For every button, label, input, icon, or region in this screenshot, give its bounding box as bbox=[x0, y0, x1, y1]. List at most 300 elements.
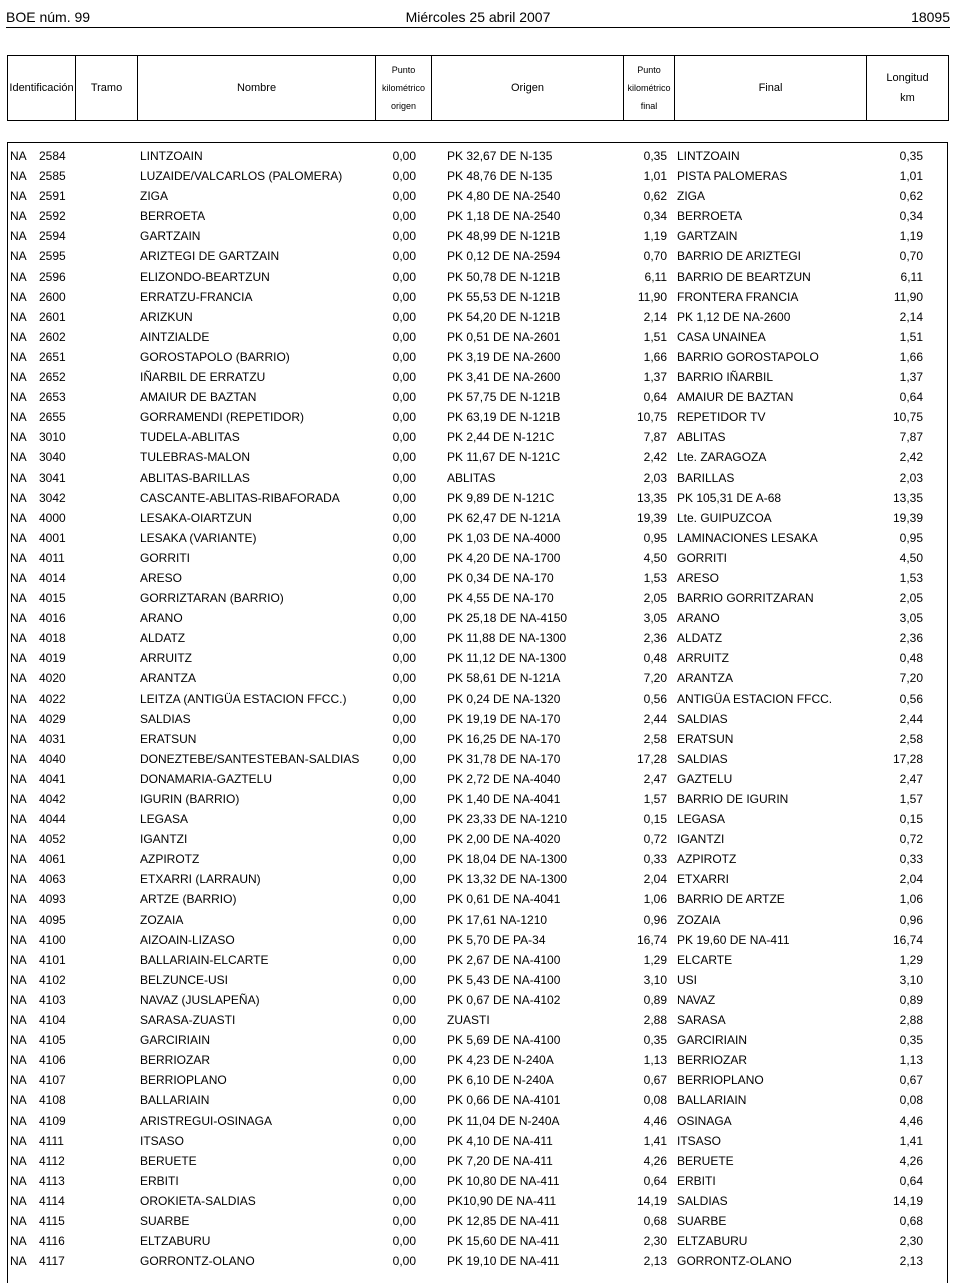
origin-km: 0,00 bbox=[392, 530, 416, 545]
final-point: ANTIGÜA ESTACION FFCC. bbox=[677, 691, 833, 706]
road-name: GARTZAIN bbox=[140, 229, 201, 244]
length-km: 2,03 bbox=[899, 470, 923, 485]
origin-point: PK 48,99 DE N-121B bbox=[447, 229, 561, 244]
road-number: 3041 bbox=[39, 470, 66, 485]
final-point: BARRIO DE IGURIN bbox=[677, 792, 789, 806]
final-point: BALLARIAIN bbox=[677, 1093, 747, 1108]
road-prefix: NA bbox=[10, 309, 27, 324]
origin-point: PK 0,12 DE NA-2594 bbox=[447, 249, 561, 264]
final-point: LAMINACIONES LESAKA bbox=[677, 530, 818, 545]
final-km: 14,19 bbox=[636, 1193, 667, 1208]
final-km: 19,39 bbox=[636, 510, 667, 525]
final-point: GORRITI bbox=[677, 550, 727, 565]
table-row bbox=[8, 427, 947, 447]
final-km: 2,58 bbox=[643, 731, 667, 746]
road-number: 4116 bbox=[39, 1234, 65, 1249]
road-prefix: NA bbox=[10, 792, 27, 806]
road-name: LESAKA (VARIANTE) bbox=[140, 530, 257, 545]
origin-km: 0,00 bbox=[392, 229, 416, 244]
length-km: 2,42 bbox=[899, 450, 923, 465]
road-name: ETXARRI (LARRAUN) bbox=[140, 872, 261, 887]
road-number: 4115 bbox=[39, 1213, 65, 1228]
road-prefix: NA bbox=[10, 149, 27, 163]
final-point: OSINAGA bbox=[677, 1113, 732, 1128]
road-number: 2596 bbox=[39, 269, 66, 284]
final-km: 11,90 bbox=[637, 289, 667, 304]
road-prefix: NA bbox=[10, 169, 27, 184]
road-number: 4102 bbox=[39, 972, 66, 987]
final-km: 1,51 bbox=[643, 329, 667, 344]
road-number: 4100 bbox=[39, 932, 66, 947]
road-prefix: NA bbox=[10, 410, 27, 425]
length-km: 1,19 bbox=[899, 229, 923, 244]
final-point: BERUETE bbox=[677, 1153, 734, 1168]
final-km: 6,11 bbox=[644, 269, 667, 284]
table-row bbox=[8, 930, 947, 950]
road-prefix: NA bbox=[10, 1113, 27, 1128]
road-number: 2592 bbox=[39, 209, 66, 224]
origin-km: 0,00 bbox=[392, 711, 416, 726]
origin-km: 0,00 bbox=[392, 570, 416, 585]
final-km: 0,48 bbox=[643, 651, 667, 666]
road-prefix: NA bbox=[10, 510, 27, 525]
length-km: 0,95 bbox=[899, 530, 923, 545]
final-point: BARRIO GORRITZARAN bbox=[677, 591, 814, 606]
road-number: 4011 bbox=[39, 550, 65, 565]
road-number: 4061 bbox=[39, 852, 66, 867]
road-number: 4095 bbox=[39, 912, 66, 927]
origin-point: PK 12,85 DE NA-411 bbox=[447, 1213, 560, 1228]
road-name: LUZAIDE/VALCARLOS (PALOMERA) bbox=[140, 169, 343, 184]
origin-km: 0,00 bbox=[392, 430, 416, 445]
table-row bbox=[8, 869, 947, 889]
origin-point: PK 9,89 DE N-121C bbox=[447, 490, 555, 505]
road-number: 2652 bbox=[39, 370, 66, 385]
road-name: IGANTZI bbox=[140, 832, 188, 847]
road-name: SALDIAS bbox=[140, 711, 191, 726]
table-row bbox=[8, 668, 947, 688]
final-point: BARRIO IÑARBIL bbox=[677, 370, 774, 385]
road-prefix: NA bbox=[10, 932, 27, 947]
origin-point: PK 62,47 DE N-121A bbox=[447, 510, 561, 525]
road-prefix: NA bbox=[10, 1213, 27, 1228]
length-km: 0,08 bbox=[899, 1093, 923, 1108]
table-row bbox=[8, 1171, 947, 1191]
origin-km: 0,00 bbox=[392, 731, 416, 746]
origin-km: 0,00 bbox=[392, 470, 416, 485]
road-name: LEGASA bbox=[140, 812, 189, 827]
final-km: 2,88 bbox=[643, 1013, 667, 1028]
final-km: 2,05 bbox=[643, 591, 667, 606]
table-rows bbox=[8, 146, 947, 1271]
final-km: 0,95 bbox=[643, 530, 667, 545]
road-prefix: NA bbox=[10, 349, 27, 364]
final-point: Lte. ZARAGOZA bbox=[677, 450, 767, 465]
length-km: 7,87 bbox=[899, 430, 923, 445]
final-point: SUARBE bbox=[677, 1213, 727, 1228]
table-row bbox=[8, 1050, 947, 1070]
table-row bbox=[8, 1211, 947, 1231]
length-km: 2,13 bbox=[899, 1254, 923, 1269]
road-prefix: NA bbox=[10, 450, 27, 465]
table-row bbox=[8, 990, 947, 1010]
length-km: 1,01 bbox=[899, 169, 923, 184]
final-km: 1,37 bbox=[643, 370, 667, 385]
road-name: LINTZOAIN bbox=[140, 149, 203, 163]
road-number: 2584 bbox=[39, 149, 66, 163]
table-row bbox=[8, 910, 947, 930]
final-km: 1,19 bbox=[643, 229, 667, 244]
road-prefix: NA bbox=[10, 1093, 27, 1108]
final-km: 0,70 bbox=[643, 249, 667, 264]
road-prefix: NA bbox=[10, 711, 27, 726]
table-row bbox=[8, 528, 947, 548]
col-punto-origen: Punto kilométrico origen bbox=[376, 56, 432, 121]
length-km: 14,19 bbox=[892, 1193, 923, 1208]
road-name: AIZOAIN-LIZASO bbox=[140, 932, 235, 947]
length-km: 0,35 bbox=[899, 149, 923, 163]
road-prefix: NA bbox=[10, 771, 27, 786]
final-point: GAZTELU bbox=[677, 771, 733, 786]
origin-km: 0,00 bbox=[392, 1113, 416, 1128]
road-prefix: NA bbox=[10, 370, 27, 385]
road-prefix: NA bbox=[10, 731, 27, 746]
origin-km: 0,00 bbox=[392, 651, 416, 666]
road-name: IÑARBIL DE ERRATZU bbox=[140, 370, 266, 385]
length-km: 0,48 bbox=[899, 651, 923, 666]
final-km: 2,04 bbox=[643, 872, 667, 887]
road-prefix: NA bbox=[10, 269, 27, 284]
road-number: 4040 bbox=[39, 751, 66, 766]
origin-point: PK 23,33 DE NA-1210 bbox=[447, 812, 568, 827]
road-name: ABLITAS-BARILLAS bbox=[140, 470, 250, 485]
road-name: GORRONTZ-OLANO bbox=[140, 1254, 255, 1269]
origin-km: 0,00 bbox=[392, 932, 416, 947]
origin-point: PK 15,60 DE NA-411 bbox=[447, 1234, 560, 1249]
origin-point: PK 4,23 DE N-240A bbox=[447, 1053, 554, 1068]
origin-point: PK 4,20 DE NA-1700 bbox=[447, 550, 561, 565]
road-name: BALLARIAIN bbox=[140, 1093, 210, 1108]
road-prefix: NA bbox=[10, 691, 27, 706]
final-km: 3,05 bbox=[643, 611, 667, 626]
road-name: ERBITI bbox=[140, 1173, 179, 1188]
origin-km: 0,00 bbox=[392, 390, 416, 405]
table-row bbox=[8, 347, 947, 367]
road-prefix: NA bbox=[10, 550, 27, 565]
col-tramo: Tramo bbox=[76, 56, 138, 121]
page-number: 18095 bbox=[911, 9, 950, 25]
road-number: 4063 bbox=[39, 872, 66, 887]
road-name: BERROETA bbox=[140, 209, 206, 224]
final-point: ITSASO bbox=[677, 1133, 722, 1148]
final-km: 0,89 bbox=[643, 992, 667, 1007]
table-row bbox=[8, 648, 947, 668]
table-row bbox=[8, 548, 947, 568]
origin-point: PK 0,66 DE NA-4101 bbox=[447, 1093, 561, 1108]
table-row bbox=[8, 447, 947, 467]
final-point: AZPIROTZ bbox=[677, 852, 737, 867]
final-point: GORRONTZ-OLANO bbox=[677, 1254, 792, 1269]
road-number: 4052 bbox=[39, 832, 66, 847]
table-row bbox=[8, 387, 947, 407]
final-km: 1,53 bbox=[643, 570, 667, 585]
road-name: DONAMARIA-GAZTELU bbox=[140, 771, 273, 786]
road-prefix: NA bbox=[10, 1053, 27, 1068]
final-point: ZOZAIA bbox=[677, 912, 721, 927]
table-row bbox=[8, 246, 947, 266]
final-km: 2,30 bbox=[643, 1234, 667, 1249]
final-point: BARRIO DE ARTZE bbox=[677, 892, 785, 907]
road-name: CASCANTE-ABLITAS-RIBAFORADA bbox=[140, 490, 340, 505]
origin-point: PK 18,04 DE NA-1300 bbox=[447, 852, 568, 867]
publication-date: Miércoles 25 abril 2007 bbox=[405, 9, 551, 25]
origin-point: PK 31,78 DE NA-170 bbox=[447, 751, 561, 766]
table-row bbox=[8, 186, 947, 206]
road-name: GORRAMENDI (REPETIDOR) bbox=[140, 410, 305, 425]
origin-km: 0,00 bbox=[392, 1234, 416, 1249]
road-name: ARISTREGUI-OSINAGA bbox=[140, 1113, 273, 1128]
origin-point: PK 2,67 DE NA-4100 bbox=[447, 952, 561, 967]
origin-point: PK 3,19 DE NA-2600 bbox=[447, 349, 561, 364]
origin-km: 0,00 bbox=[392, 812, 416, 827]
table-row bbox=[8, 749, 947, 769]
road-name: ARIZKUN bbox=[140, 309, 193, 324]
length-km: 2,88 bbox=[899, 1013, 923, 1028]
road-name: AINTZIALDE bbox=[140, 329, 210, 344]
road-number: 4019 bbox=[39, 651, 66, 666]
final-km: 7,20 bbox=[643, 671, 667, 686]
final-point: ALDATZ bbox=[677, 631, 723, 646]
length-km: 1,66 bbox=[899, 349, 923, 364]
origin-km: 0,00 bbox=[392, 349, 416, 364]
length-km: 0,89 bbox=[899, 992, 923, 1007]
origin-km: 0,00 bbox=[392, 289, 416, 304]
road-name: AMAIUR DE BAZTAN bbox=[140, 390, 257, 405]
length-km: 0,67 bbox=[899, 1073, 923, 1088]
final-km: 0,08 bbox=[643, 1093, 667, 1108]
final-km: 0,67 bbox=[643, 1073, 667, 1088]
road-prefix: NA bbox=[10, 249, 27, 264]
road-number: 4093 bbox=[39, 892, 66, 907]
origin-point: PK 11,04 DE N-240A bbox=[447, 1113, 560, 1128]
final-km: 16,74 bbox=[636, 932, 667, 947]
table-row bbox=[8, 1030, 947, 1050]
final-km: 10,75 bbox=[636, 410, 667, 425]
origin-point: PK 17,61 NA-1210 bbox=[447, 912, 548, 927]
table-row bbox=[8, 1191, 947, 1211]
road-name: BELZUNCE-USI bbox=[140, 972, 229, 987]
road-prefix: NA bbox=[10, 751, 27, 766]
origin-point: PK 11,67 DE N-121C bbox=[447, 450, 561, 465]
length-km: 17,28 bbox=[892, 751, 923, 766]
length-km: 2,14 bbox=[899, 309, 923, 324]
length-km: 1,29 bbox=[899, 952, 923, 967]
road-prefix: NA bbox=[10, 390, 27, 405]
road-prefix: NA bbox=[10, 430, 27, 445]
final-point: GARCIRIAIN bbox=[677, 1033, 748, 1048]
road-prefix: NA bbox=[10, 1073, 27, 1088]
road-name: ALDATZ bbox=[140, 631, 186, 646]
table-row bbox=[8, 628, 947, 648]
road-number: 4105 bbox=[39, 1033, 66, 1048]
origin-point: PK 0,61 DE NA-4041 bbox=[447, 892, 561, 907]
length-km: 2,44 bbox=[899, 711, 923, 726]
road-name: ARANO bbox=[140, 611, 183, 626]
col-origen: Origen bbox=[432, 56, 624, 121]
road-number: 4111 bbox=[39, 1133, 64, 1148]
final-point: ARESO bbox=[677, 570, 720, 585]
road-number: 3040 bbox=[39, 450, 66, 465]
origin-km: 0,00 bbox=[392, 792, 416, 806]
origin-point: PK 19,19 DE NA-170 bbox=[447, 711, 561, 726]
road-number: 4041 bbox=[39, 771, 66, 786]
road-number: 2601 bbox=[39, 309, 66, 324]
table-row bbox=[8, 689, 947, 709]
origin-km: 0,00 bbox=[392, 631, 416, 646]
final-km: 0,62 bbox=[643, 189, 667, 204]
final-point: BERROETA bbox=[677, 209, 743, 224]
origin-km: 0,00 bbox=[392, 1213, 416, 1228]
road-prefix: NA bbox=[10, 651, 27, 666]
road-number: 2591 bbox=[39, 189, 66, 204]
origin-km: 0,00 bbox=[392, 269, 416, 284]
road-number: 4114 bbox=[39, 1193, 65, 1208]
road-name: LEITZA (ANTIGÜA ESTACION FFCC.) bbox=[140, 691, 347, 706]
length-km: 2,30 bbox=[899, 1234, 923, 1249]
table-row bbox=[8, 769, 947, 789]
final-point: NAVAZ bbox=[677, 992, 716, 1007]
final-point: USI bbox=[677, 972, 698, 987]
final-km: 0,34 bbox=[643, 209, 667, 224]
table-row bbox=[8, 889, 947, 909]
road-name: SARASA-ZUASTI bbox=[140, 1013, 236, 1028]
final-point: ZIGA bbox=[677, 189, 706, 204]
road-number: 4018 bbox=[39, 631, 66, 646]
road-name: TULEBRAS-MALON bbox=[140, 450, 251, 465]
road-prefix: NA bbox=[10, 671, 27, 686]
table-row bbox=[8, 568, 947, 588]
origin-km: 0,00 bbox=[392, 169, 416, 184]
length-km: 2,47 bbox=[899, 771, 923, 786]
length-km: 3,05 bbox=[899, 611, 923, 626]
origin-km: 0,00 bbox=[392, 591, 416, 606]
origin-km: 0,00 bbox=[392, 490, 416, 505]
road-name: ERATSUN bbox=[140, 731, 197, 746]
origin-point: PK 63,19 DE N-121B bbox=[447, 410, 561, 425]
length-km: 0,70 bbox=[899, 249, 923, 264]
final-point: ABLITAS bbox=[677, 430, 726, 445]
origin-km: 0,00 bbox=[392, 992, 416, 1007]
table-row bbox=[8, 206, 947, 226]
table-row bbox=[8, 1151, 947, 1171]
road-prefix: NA bbox=[10, 490, 27, 505]
road-name: BERRIOPLANO bbox=[140, 1073, 227, 1088]
table-row bbox=[8, 709, 947, 729]
road-number: 4108 bbox=[39, 1093, 66, 1108]
length-km: 0,33 bbox=[899, 852, 923, 867]
road-prefix: NA bbox=[10, 470, 27, 485]
origin-point: PK 0,67 DE NA-4102 bbox=[447, 992, 561, 1007]
road-name: ZIGA bbox=[140, 189, 169, 204]
road-name: BALLARIAIN-ELCARTE bbox=[140, 952, 269, 967]
origin-point: PK 4,55 DE NA-170 bbox=[447, 591, 554, 606]
table-row bbox=[8, 1251, 947, 1271]
origin-point: PK 1,40 DE NA-4041 bbox=[447, 792, 561, 806]
road-name: BERUETE bbox=[140, 1153, 197, 1168]
origin-km: 0,00 bbox=[392, 329, 416, 344]
road-name: SUARBE bbox=[140, 1213, 190, 1228]
road-prefix: NA bbox=[10, 892, 27, 907]
origin-point: ZUASTI bbox=[447, 1013, 490, 1028]
road-prefix: NA bbox=[10, 1234, 27, 1249]
length-km: 2,36 bbox=[899, 631, 923, 646]
table-row bbox=[8, 166, 947, 186]
road-number: 3042 bbox=[39, 490, 66, 505]
table-row bbox=[8, 950, 947, 970]
final-point: BARRIO DE BEARTZUN bbox=[677, 269, 811, 284]
table-row bbox=[8, 970, 947, 990]
origin-km: 0,00 bbox=[392, 872, 416, 887]
length-km: 1,13 bbox=[899, 1053, 923, 1068]
length-km: 3,10 bbox=[899, 972, 923, 987]
length-km: 4,46 bbox=[899, 1113, 923, 1128]
road-name: ELIZONDO-BEARTZUN bbox=[140, 269, 270, 284]
final-point: SALDIAS bbox=[677, 751, 728, 766]
road-name: ARRUITZ bbox=[140, 651, 192, 666]
length-km: 4,50 bbox=[899, 550, 923, 565]
table-row bbox=[8, 407, 947, 427]
final-km: 0,68 bbox=[643, 1213, 667, 1228]
final-km: 13,35 bbox=[636, 490, 667, 505]
road-prefix: NA bbox=[10, 1033, 27, 1048]
road-prefix: NA bbox=[10, 289, 27, 304]
final-point: BERRIOZAR bbox=[677, 1053, 748, 1068]
road-prefix: NA bbox=[10, 1013, 27, 1028]
road-prefix: NA bbox=[10, 1153, 27, 1168]
final-km: 1,41 bbox=[643, 1133, 667, 1148]
origin-point: PK 25,18 DE NA-4150 bbox=[447, 611, 568, 626]
length-km: 6,11 bbox=[900, 269, 923, 284]
final-point: ARRUITZ bbox=[677, 651, 729, 666]
road-number: 3010 bbox=[39, 430, 66, 445]
road-name: ELTZABURU bbox=[140, 1234, 211, 1249]
final-point: FRONTERA FRANCIA bbox=[677, 289, 799, 304]
road-prefix: NA bbox=[10, 329, 27, 344]
road-number: 2595 bbox=[39, 249, 66, 264]
origin-point: PK 16,25 DE NA-170 bbox=[447, 731, 561, 746]
table-row bbox=[8, 849, 947, 869]
road-name: GORRIZTARAN (BARRIO) bbox=[140, 591, 284, 606]
origin-km: 0,00 bbox=[392, 1073, 416, 1088]
final-km: 4,50 bbox=[643, 550, 667, 565]
length-km: 0,96 bbox=[899, 912, 923, 927]
road-number: 4103 bbox=[39, 992, 66, 1007]
road-prefix: NA bbox=[10, 189, 27, 204]
road-number: 4015 bbox=[39, 591, 66, 606]
road-name: ARTZE (BARRIO) bbox=[140, 892, 237, 907]
origin-point: PK 55,53 DE N-121B bbox=[447, 289, 561, 304]
final-point: ELTZABURU bbox=[677, 1234, 748, 1249]
final-point: ARANTZA bbox=[677, 671, 734, 686]
origin-km: 0,00 bbox=[392, 892, 416, 907]
origin-point: PK 6,10 DE N-240A bbox=[447, 1073, 554, 1088]
road-prefix: NA bbox=[10, 872, 27, 887]
origin-km: 0,00 bbox=[392, 1053, 416, 1068]
length-km: 16,74 bbox=[892, 932, 923, 947]
road-name: GARCIRIAIN bbox=[140, 1033, 211, 1048]
length-km: 2,04 bbox=[899, 872, 923, 887]
origin-km: 0,00 bbox=[392, 189, 416, 204]
